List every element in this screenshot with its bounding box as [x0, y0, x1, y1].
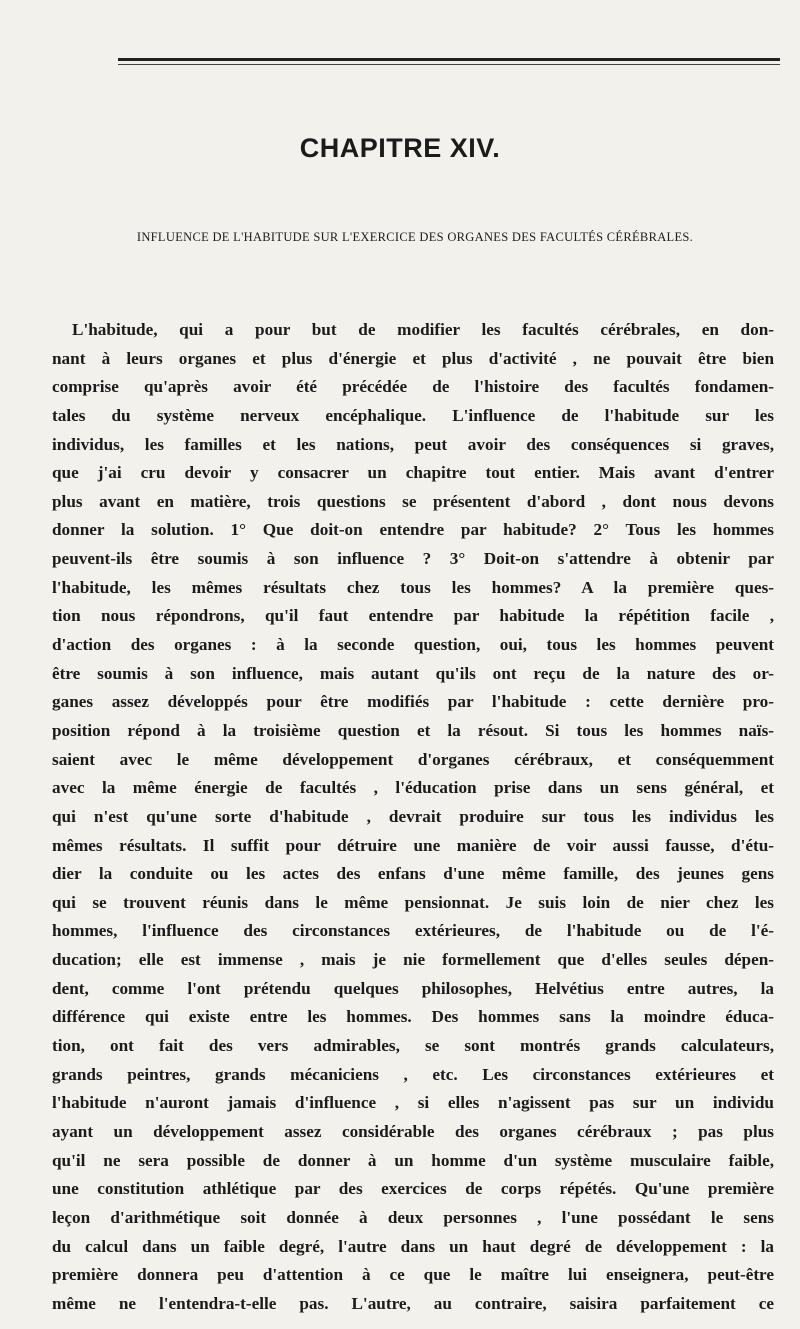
text-line: tion nous répondrons, qu'il faut entendre par habitude la répétition facile , — [52, 606, 774, 626]
text-line: donner la solution. 1° Que doit-on entendre par habitude? 2° Tous les hommes — [52, 520, 774, 540]
text-line: même ne l'entendra-t-elle pas. L'autre, au contraire, saisira parfaitement ce — [52, 1293, 774, 1313]
text-line: avec la même énergie de facultés , l'éducation prise dans un sens général, et — [52, 778, 774, 798]
body-paragraph — [52, 316, 774, 1318]
text-line: plus avant en matière, trois questions se présentent d'abord , dont nous devons — [52, 491, 774, 511]
text-line: peuvent-ils être soumis à son influence ? 3° Doit-on s'attendre à obtenir par — [52, 549, 774, 569]
text-line: qu'il ne sera possible de donner à un homme d'un système musculaire faible, — [52, 1150, 774, 1170]
text-line: du calcul dans un faible degré, l'autre dans un haut degré de développement : la — [52, 1236, 774, 1256]
text-line: nant à leurs organes et plus d'énergie et plus d'activité , ne pouvait être bien — [52, 348, 774, 368]
text-line: ayant un développement assez considérable des organes cérébraux ; pas plus — [52, 1121, 774, 1141]
text-line: leçon d'arithmétique soit donnée à deux personnes , l'une possédant le sens — [52, 1207, 774, 1227]
text-line: mêmes résultats. Il suffit pour détruire une manière de voir aussi fausse, d'étu- — [52, 835, 774, 855]
text-line: qui n'est qu'une sorte d'habitude , devrait produire sur tous les individus les — [52, 806, 774, 826]
text-line: saient avec le même développement d'organes cérébraux, et conséquemment — [52, 749, 774, 769]
text-line: qui se trouvent réunis dans le même pensionnat. Je suis loin de nier chez les — [52, 892, 774, 912]
text-line: comprise qu'après avoir été précédée de l'histoire des facultés fondamen- — [52, 377, 774, 397]
text-line: hommes, l'influence des circonstances extérieures, de l'habitude ou de l'é- — [52, 921, 774, 941]
text-line: ganes assez développés pour être modifiés par l'habitude : cette dernière pro- — [52, 692, 774, 712]
text-line: différence qui existe entre les hommes. Des hommes sans la moindre éduca- — [52, 1007, 774, 1027]
text-line: individus, les familles et les nations, peut avoir des conséquences si graves, — [52, 434, 774, 454]
text-line: tion, ont fait des vers admirables, se sont montrés grands calculateurs, — [52, 1036, 774, 1056]
text-line: que j'ai cru devoir y consacrer un chapitre tout entier. Mais avant d'entrer — [52, 463, 774, 483]
text-line: première donnera peu d'attention à ce que le maître lui enseignera, peut-être — [52, 1265, 774, 1285]
text-line: dent, comme l'ont prétendu quelques philosophes, Helvétius entre autres, la — [52, 978, 774, 998]
text-line: l'habitude, les mêmes résultats chez tous les hommes? A la première ques- — [52, 577, 774, 597]
text-line: tales du système nerveux encéphalique. L'influence de l'habitude sur les — [52, 405, 774, 425]
text-line: l'habitude n'auront jamais d'influence , si elles n'agissent pas sur un individu — [52, 1093, 774, 1113]
header-rule — [118, 58, 780, 61]
chapter-subtitle: INFLUENCE DE L'HABITUDE SUR L'EXERCICE DES ORGANES DES FACULTÉS CÉRÉBRALES. — [136, 230, 694, 244]
text-line: L'habitude, qui a pour but de modifier les facultés cérébrales, en don- — [72, 320, 774, 339]
text-line: position répond à la troisième question et la résout. Si tous les hommes naïs- — [52, 720, 774, 740]
text-line: grands peintres, grands mécaniciens , etc. Les circonstances extérieures et — [52, 1064, 774, 1084]
chapter-title: CHAPITRE XIV. — [299, 133, 501, 163]
text-line: une constitution athlétique par des exercices de corps répétés. Qu'une première — [52, 1179, 774, 1199]
text-line: dier la conduite ou les actes des enfans d'une même famille, des jeunes gens — [52, 864, 774, 884]
header-rule-thin — [118, 64, 780, 65]
text-line: ducation; elle est immense , mais je nie formellement que d'elles seules dépen- — [52, 950, 774, 970]
text-line: d'action des organes : à la seconde question, oui, tous les hommes peuvent — [52, 635, 774, 655]
text-line: être soumis à son influence, mais autant qu'ils ont reçu de la nature des or- — [52, 663, 774, 683]
